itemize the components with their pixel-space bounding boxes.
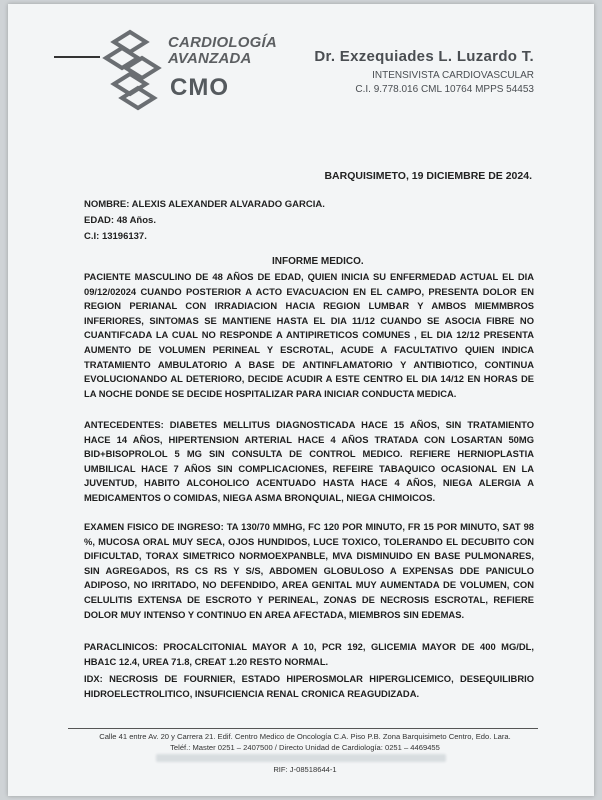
history-paragraph: PACIENTE MASCULINO DE 48 AÑOS DE EDAD, QUIEN INICIA SU ENFERMEDAD ACTUAL EL DIA 09/12/02024 CUANDO POSTERIOR A ACTO EVACUACION EN EL CAMPO, PRESENTA DOLOR EN REGION PERIANAL CON IRRADIACION HACIA REGION LUMBAR Y AMBOS MIEMMBROS INFERIORES, SINTOMAS SE MANTIENE HASTA EL DIA 11/12 CUANDO SE ASOCIA FIBRE NO CUANTIFCADA LA CUAL NO RESPONDE A ANTIPIRETICOS COMUNES , EL DIA 12/12 PRESENTA AUMENTO DE VOLUMEN PERINEAL Y ESCROTAL, ACUDE A FACULTATIVO QUIEN INDICA TRATAMIENTO AMBULATORIO A BASE DE ANTINFLAMATORIO Y ANTIBIOTICO, CONTINUA EVOLUCIONANDO AL DETERIORO, DECIDE ACUDIR A ESTE CENTRO EL DIA 14/12 EN HORAS DE LA NOCHE DONDE SE DECIDE HOSPITALIZAR PARA INICIAR CONDUCTA MEDICA. <box>84 271 534 399</box>
footer-address: Calle 41 entre Av. 20 y Carrera 21. Edif. Centro Medico de Oncología C.A. Piso P.B. Zona Barquisimeto Centro, Edo. Lara. <box>99 732 511 741</box>
medical-report-sheet <box>8 4 594 796</box>
doctor-ids: C.I. 9.778.016 CML 10764 MPPS 54453 <box>355 84 534 95</box>
patient-name: NOMBRE: ALEXIS ALEXANDER ALVARADO GARCIA. <box>84 199 325 210</box>
logo-text-cardiologia: CARDIOLOGÍA <box>168 34 277 51</box>
paraclinicos-paragraph: PARACLINICOS: PROCALCITONIAL MAYOR A 10, PCR 192, GLICEMIA MAYOR DE 400 MG/DL, HBA1C 12.4, UREA 71.8, CREAT 1.20 RESTO NORMAL. <box>84 641 534 667</box>
report-title: INFORME MEDICO. <box>272 256 364 267</box>
doctor-letterhead <box>314 48 534 95</box>
footer-divider <box>68 728 538 729</box>
footer-phones: Teléf.: Master 0251 – 2407500 / Directo Unidad de Cardiología: 0251 – 4469455 <box>170 743 440 752</box>
footer-redacted-line <box>156 754 446 762</box>
physical-exam-paragraph: EXAMEN FISICO DE INGRESO: TA 130/70 MMHG, FC 120 POR MINUTO, FR 15 POR MINUTO, SAT 98 %, MUCOSA ORAL MUY SECA, OJOS HUNDIDOS, LUCE TOXICO, TOLERANDO EL DECUBITO CON DIFICULTAD, TORAX SIMETRICO NORMOEXPANBLE, MVA DISMINUIDO EN BASE PULMONARES, SIN AGREGADOS, RS CS RS Y S/S, ABDOMEN GLOBULOSO A EXPENSAS DDE PANICULO ADIPOSO, NO IRRITADO, NO DEFENDIDO, AREA GENITAL MUY AUMENTADA DE VOLUMEN, CON CELULITIS EXTENSA DE ESCROTO Y PERINEAL, ZONAS DE NECROSIS ESCROTAL, REFIERE DOLOR MUY INTENSO Y CONTINUO EN AREA AFECTADA, MIEMBROS SIN EDEMAS. <box>84 521 534 620</box>
doctor-specialty: INTENSIVISTA CARDIOVASCULAR <box>372 70 534 81</box>
logo-text-cmo: CMO <box>170 74 229 101</box>
footer-rif: RIF: J-08518644-1 <box>273 765 337 774</box>
cardiologia-avanzada-logo <box>100 28 277 118</box>
doctor-name: Dr. Exzequiades L. Luzardo T. <box>314 48 534 65</box>
diagnosis-paragraph: IDX: NECROSIS DE FOURNIER, ESTADO HIPEROSMOLAR HIPERGLICEMICO, DESEQUILIBRIO HIDROELECTROLITICO, INSUFICIENCIA RENAL CRONICA REAGUDIZADA. <box>84 673 534 699</box>
patient-ci: C.I: 13196137. <box>84 231 147 242</box>
logo-text-avanzada: AVANZADA <box>168 50 252 67</box>
patient-info <box>84 197 325 245</box>
heart-logo-icon <box>100 28 164 112</box>
margin-mark <box>54 56 100 58</box>
report-date: BARQUISIMETO, 19 DICIEMBRE DE 2024. <box>324 170 532 182</box>
patient-age: EDAD: 48 Años. <box>84 215 156 226</box>
antecedentes-paragraph: ANTECEDENTES: DIABETES MELLITUS DIAGNOSTICADA HACE 15 AÑOS, SIN TRATAMIENTO HACE 14 AÑOS, HIPERTENSION ARTERIAL HACE 4 AÑOS TRATADA CON LOSARTAN 50MG BID+BISOPROLOL 5 MG SIN CONSULTA DE CONTROL MEDICO. REFIERE HERNIOPLASTIA UMBILICAL HACE 7 AÑOS SIN COMPLICACIONES, REFEIRE TABAQUICO OCASIONAL EN LA JUVENTUD, HABITO ALCOHOLICO ACENTUADO HASTA HACE 4 AÑOS, NIEGA ALERGIA A MEDICAMENTOS O COMIDAS, NIEGA ASMA BRONQUIAL, NIEGA CHIMOICOS. <box>84 419 534 503</box>
